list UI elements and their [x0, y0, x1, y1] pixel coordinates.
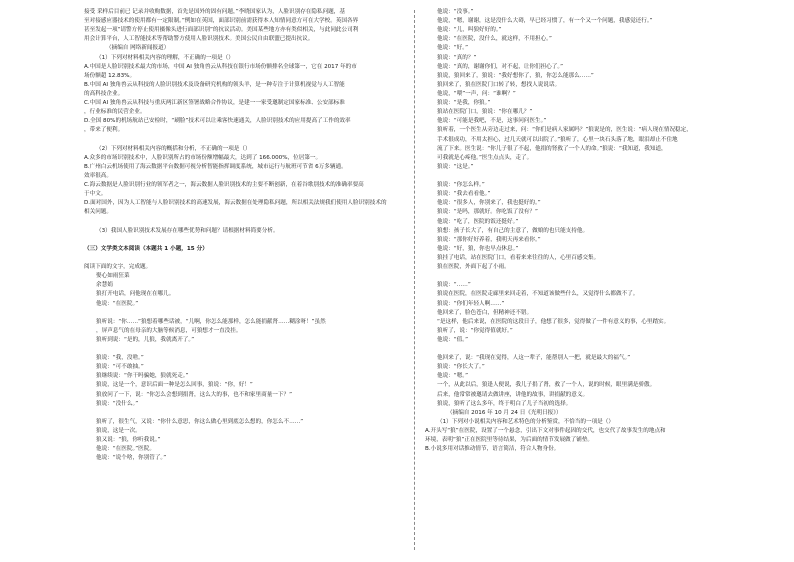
text-line: 于中文。: [84, 191, 107, 198]
text-line: 他说：“真的，谢谢你们，对不起，让你们担心了。”: [437, 63, 564, 70]
blank-line: [425, 172, 747, 181]
text-line: 狼说，这是一次。: [96, 428, 141, 435]
text-line: （1）下列对小说相关内容和艺术特色的分析鉴赏，不恰当的一项是（）: [437, 418, 614, 425]
text-line: 狼说，狼听了这么多年，终于明白了儿子当初的选择。: [437, 400, 572, 407]
text-line: 狼在医院，外面下起了小雨。: [437, 264, 510, 271]
blank-line: [425, 272, 747, 281]
text-line: 狼说在医院，在医院走廊里来回走着，不知道该做些什么，又觉得什么都做不了。: [437, 291, 639, 298]
text-line: D.全国 80%的机场航站已安检时，“刷脸”技术可以让乘客快速通关，人脸识别技术的应用提高了工作的效率: [84, 118, 351, 125]
text-line: 狼说：“那你好好养着，我明天再来看你。”: [437, 236, 541, 243]
text-line: 他说，“嗯，谢谢，这是没什么大碍，早已经习惯了，有一个又一个问题，我感觉还行。”: [437, 18, 653, 25]
text-line: 他说：“儿，叫狼好好的。”: [437, 27, 502, 34]
text-line: C.海云数据是人脸识别行业的领军者之一，海云数据人脸识别技术的主要不断创新，在着谷歌别技术的准确率要高: [84, 182, 364, 189]
text-line: 狼说：“……”: [437, 282, 471, 289]
text-line: 狼听着，一个医生从旁边走过来，问：“你们是病人家属吗？”狼说是的，医生说：“病人现在情况稳定，: [437, 127, 692, 134]
text-line: 狼打开电话，问他现在在哪儿。: [96, 291, 175, 298]
text-line: 狼说，这是一个，意识后面一种是怎么回事，狼说：“你，好！”: [96, 382, 253, 389]
blank-line: [84, 136, 406, 145]
text-line: 狼继续说：“你干吗骗她，狼就死走。”: [96, 373, 189, 380]
text-line: C.中国 AI 独角兽云从科技与重庆两江新区签署战略合作协议，是建一一家受邀制定国家标准、公安部标准: [84, 100, 345, 107]
text-line: 效率很高。: [84, 172, 112, 179]
text-line: 狼说：“你长大了。”: [437, 364, 485, 371]
text-line: 相关问题。: [84, 209, 112, 216]
text-line: 狼说：“没什么。”: [96, 400, 139, 407]
blank-line: [84, 345, 406, 354]
text-line: （摘编自 网络新闻报道）: [106, 45, 170, 52]
text-line: 阅读下面的文字，完成题。: [84, 264, 152, 271]
text-line: 狼说：“真的？”: [437, 54, 477, 61]
text-line: 狼听说：“你……”狼想着哪些话被，“儿啊，你怎么能那样，怎么能捐献肾……糊涂呀！”虽然: [96, 318, 326, 325]
right-column: [425, 8, 747, 454]
text-line: 他说：“吃了，医院的饭还挺好。”: [437, 218, 519, 225]
text-line: 他说：“说个啥，你别管了。”: [96, 455, 167, 462]
text-line: 狼又说：“狼，你听我说。”: [96, 437, 161, 444]
text-line: 他说，“喂”一声，问：“谁啊？”: [437, 90, 516, 97]
text-line: 他说：“好，狼，你也早点休息。”: [437, 245, 519, 252]
text-line: 的高科技企业。: [84, 90, 124, 97]
text-line: 狼说，狼回来了，狼说：“我好想你了，狼，你怎么能那么……”: [437, 72, 594, 79]
text-line: 他说：“很多人，你别来了，我也挺好的。”: [437, 200, 541, 207]
text-line: 娶心如雨狂菜: [96, 273, 130, 280]
text-line: ，屏声息气的在母亲的大脑等候消息，可狼想才一直没挂。: [96, 327, 242, 334]
text-line: 环境，表明“狼”正在医院里等待结果，为后面的情节发展做了铺垫。: [425, 437, 594, 444]
text-line: （摘编自 2016 年 10 月 24 日《光明日报》）: [447, 409, 562, 416]
text-line: 至对接感应器技术的使用都有一定限制。”例如在英国，面部识别前需获得本人知情同意方可在大学校。英国各界: [84, 18, 359, 25]
text-line: 他说：“好。”: [437, 45, 468, 52]
text-line: 他说：“没事。”: [437, 9, 474, 15]
text-line: 狼听了，很生气，又说：“你什么意思，你这么做心里到底怎么想的，你怎么不……”: [96, 418, 304, 425]
text-line: 他回来了，脸色苍白，但精神还不错。: [437, 309, 533, 316]
text-line: 狼说：“我去看看他。”: [437, 191, 491, 198]
text-line: 一个，从此以后，狼逢人便说，我儿子捐了肾，救了一个人，说的时候，眼里满是骄傲。: [437, 382, 656, 389]
text-line: 用会计算平台，人工智能技术等帮助警方使用人脸识别技术。美国公民自由联盟已提出抗议。: [84, 36, 314, 43]
text-line: 狼听到说：“是的，儿狼，我就离开了。”: [96, 336, 195, 343]
column-divider: [414, 10, 415, 550]
text-line: 狼站在医院门口，狼说：“你在哪儿？”: [437, 109, 533, 116]
text-line: B.中国 AI 独角兽云从科技的人脸识别技术及设备研究机构的领头羊，是一种专注于计算机视觉与人工智能: [84, 81, 345, 88]
blank-line: [84, 409, 406, 418]
text-line: A.众多的市场识别技术中，人脸识别所占的市场份额增幅最大，达到了 166.000%，位居第一。: [84, 154, 322, 161]
blank-line: [425, 345, 747, 354]
text-line: （2）下列对材料相关内容的概括和分析，不正确的一项是（）: [96, 145, 251, 152]
text-line: A.中国是人脸识别技术最大的市场，中国 AI 独角兽云从科技在银行市场份额排名全球第一，它在 2017 年的市: [84, 63, 357, 70]
text-line: （3）我国人脸识别技术发展存在哪些优势和问题？请根据材料简要分析。: [96, 227, 279, 234]
text-line: 他说：“值。”: [437, 336, 468, 343]
text-line: 他说：“在医院。”: [96, 300, 139, 307]
text-line: 甚至发起一项“请警方停止使用摄像头进行面部识别”的抗议活动。美国某些地方亦有类似相关，与此同此公司利: [84, 27, 359, 34]
blank-line: [84, 236, 406, 245]
text-line: 狼听了，说：“你觉得值就好。”: [437, 327, 513, 334]
blank-line: [84, 309, 406, 318]
text-line: 狼想：孩子长大了，有自己的主意了，做娘的也只能支持他。: [437, 227, 589, 234]
text-line: B.广州白云机场使用了海云数据平台数据可视分析智能指挥调度系统，城市运行与航班可节省 6万多辆通。: [84, 163, 347, 170]
text-line: 手术很成功，不用太担心，过几天就可以出院了。”狼听了，心里一块石头落了地，眼泪却止不住地: [437, 136, 678, 143]
text-line: A.开头写“狼”在医院，设置了一个悬念，引出下文对事件起因的交代，也交代了故事发生的地点和: [425, 428, 666, 435]
text-line: 他说：“嗯。”: [437, 373, 468, 380]
text-line: ，行业标准的民营企业。: [84, 109, 146, 116]
left-column: [84, 8, 406, 463]
text-line: 狼回来了，狼在医院门口转了转，想找人说说话。: [437, 81, 561, 88]
text-line: 狼说：“是我，你狼。”: [437, 100, 491, 107]
text-line: 狼挂了电话，站在医院门口，看着来来往往的人，心里百感交集。: [437, 254, 600, 261]
text-line: 狼说：“你们年轻人啊……”: [437, 300, 505, 307]
text-line: 他说：“可能是我吧，不是，这事问问医生。”: [437, 118, 547, 125]
text-line: 他说：“在医院。”医院。: [96, 446, 155, 453]
text-line: 流了下来。医生说：“你儿子很了不起，他捐的肾救了一个人的命。”狼说：“我知道，我知道，: [437, 145, 667, 152]
text-line: B.小说多用对话推动情节，语言简洁，符合人物身份。: [425, 446, 560, 453]
section-heading: （三）文学类文本阅读（本题共 1 小题，15 分）: [84, 245, 208, 252]
text-line: （1）下列对材料相关内容的理解，不正确的一项是（）: [96, 54, 234, 61]
blank-line: [84, 254, 406, 263]
text-line: 余慧娟: [96, 282, 113, 289]
text-line: 他回来了，说：“我现在觉得，人这一辈子，能帮别人一把，就是最大的福气。”: [437, 355, 631, 362]
text-line: 狼说：“这是。”: [437, 163, 474, 170]
text-line: 后来，他常常被邀请去做讲座，讲他的故事，讲捐献的意义。: [437, 391, 589, 398]
text-line: 狼说：“我，没啥。”: [96, 355, 144, 362]
text-line: 狼说：“可不敢抽。”: [96, 364, 144, 371]
text-line: 可我就是心疼他。”医生点点头，走了。: [437, 154, 533, 161]
text-line: D.面对国外，因为人工智能与人脸识别技术的高速发展，海云数据在处理隐私问题，所以相关法规我们使用人脸识别技术的: [84, 200, 387, 207]
text-line: “是这样，他后来说，在医院的这段日子，他想了很多，觉得做了一件有意义的事，心里踏实。: [437, 318, 670, 325]
text-line: 接受 采样后目前已 记录并收购数据，首先是国外的固有问题，”李晓国家认为，人脸识别存在隐私问题，基: [84, 9, 345, 15]
text-line: 狼说：“是吗，那就好。你吃饭了没有？”: [437, 209, 538, 216]
text-line: 他说：“在医院，没什么，就这样，不用担心。”: [437, 36, 552, 43]
text-line: ，带来了便利。: [84, 127, 124, 134]
text-line: 狼说：“你怎么样。”: [437, 182, 485, 189]
text-line: 场份额超 12.83%。: [84, 72, 136, 79]
blank-line: [84, 218, 406, 227]
text-line: 狼放问了一下，说：“你怎么会想到捐肾，这么大的事，也不和家里商量一下？”: [96, 391, 292, 398]
